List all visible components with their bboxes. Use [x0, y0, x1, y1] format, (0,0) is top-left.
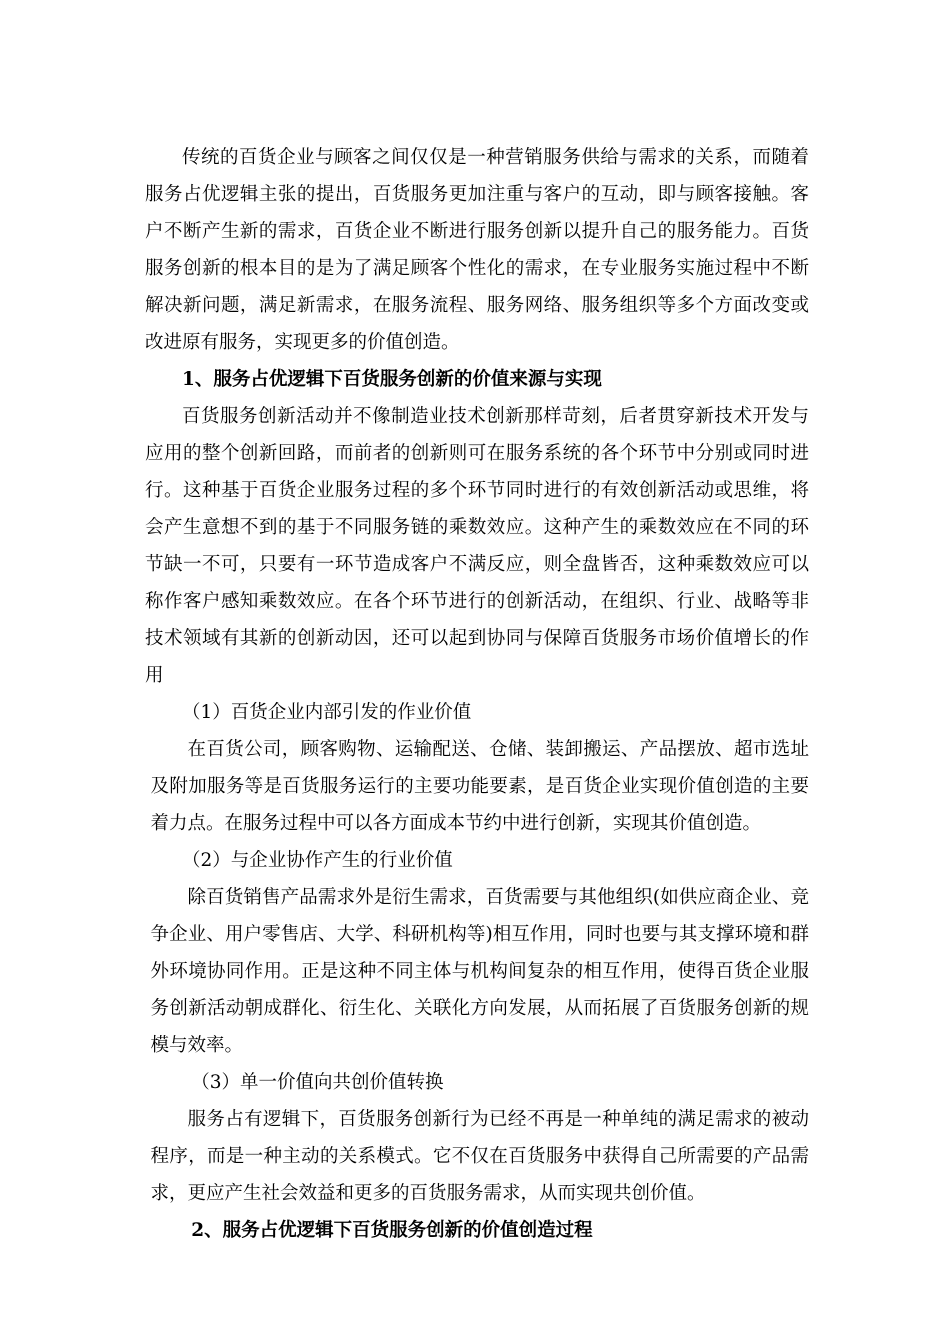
subheading-1: （1）百货企业内部引发的作业价值 — [182, 702, 472, 723]
section-heading-2: 2、服务占优逻辑下百货服务创新的价值创造过程 — [191, 1220, 593, 1241]
paragraph-cocreation-value: 服务占有逻辑下，百货服务创新行为已经不再是一种单纯的满足需求的被动程序，而是一种主动的关系模式。它不仅在百货服务中获得自己所需要的产品需求，更应产生社会效益和更多的百货服务需求，从而实现共创价值。 — [150, 1109, 809, 1204]
subheading-2: （2）与企业协作产生的行业价值 — [182, 850, 453, 871]
paragraph-operation-value: 在百货公司，顾客购物、运输配送、仓储、装卸搬运、产品摆放、超市选址及附加服务等是百货服务运行的主要功能要素，是百货企业实现价值创造的主要着力点。在服务过程中可以各方面成本节约中进行创新，实现其价值创造。 — [150, 739, 809, 834]
subheading-3: （3）单一价值向共创价值转换 — [191, 1072, 444, 1093]
document-body — [145, 139, 809, 1249]
paragraph-industry-value: 除百货销售产品需求外是衍生需求，百货需要与其他组织(如供应商企业、竞争企业、用户零售店、大学、科研机构等)相互作用，同时也要与其支撑环境和群外环境协同作用。正是这种不同主体与机构间复杂的相互作用，使得百货企业服务创新活动朝成群化、衍生化、关联化方向发展，从而拓展了百货服务创新的规模与效率。 — [150, 887, 809, 1056]
paragraph-intro: 传统的百货企业与顾客之间仅仅是一种营销服务供给与需求的关系，而随着服务占优逻辑主张的提出，百货服务更加注重与客户的互动，即与顾客接触。客户不断产生新的需求，百货企业不断进行服务创新以提升自己的服务能力。百货服务创新的根本目的是为了满足顾客个性化的需求，在专业服务实施过程中不断解决新问题，满足新需求，在服务流程、服务网络、服务组织等多个方面改变或改进原有服务，实现更多的价值创造。 — [145, 147, 809, 353]
paragraph-value-source: 百货服务创新活动并不像制造业技术创新那样苛刻，后者贯穿新技术开发与应用的整个创新回路，而前者的创新则可在服务系统的各个环节中分别或同时进行。这种基于百货企业服务过程的多个环节同时进行的有效创新活动或思维，将会产生意想不到的基于不同服务链的乘数效应。这种产生的乘数效应在不同的环节缺一不可，只要有一环节造成客户不满反应，则全盘皆否，这种乘数效应可以称作客户感知乘数效应。在各个环节进行的创新活动，在组织、行业、战略等非技术领域有其新的创新动因，还可以起到协同与保障百货服务市场价值增长的作用 — [145, 406, 809, 686]
section-heading-1: 1、服务占优逻辑下百货服务创新的价值来源与实现 — [182, 369, 602, 390]
